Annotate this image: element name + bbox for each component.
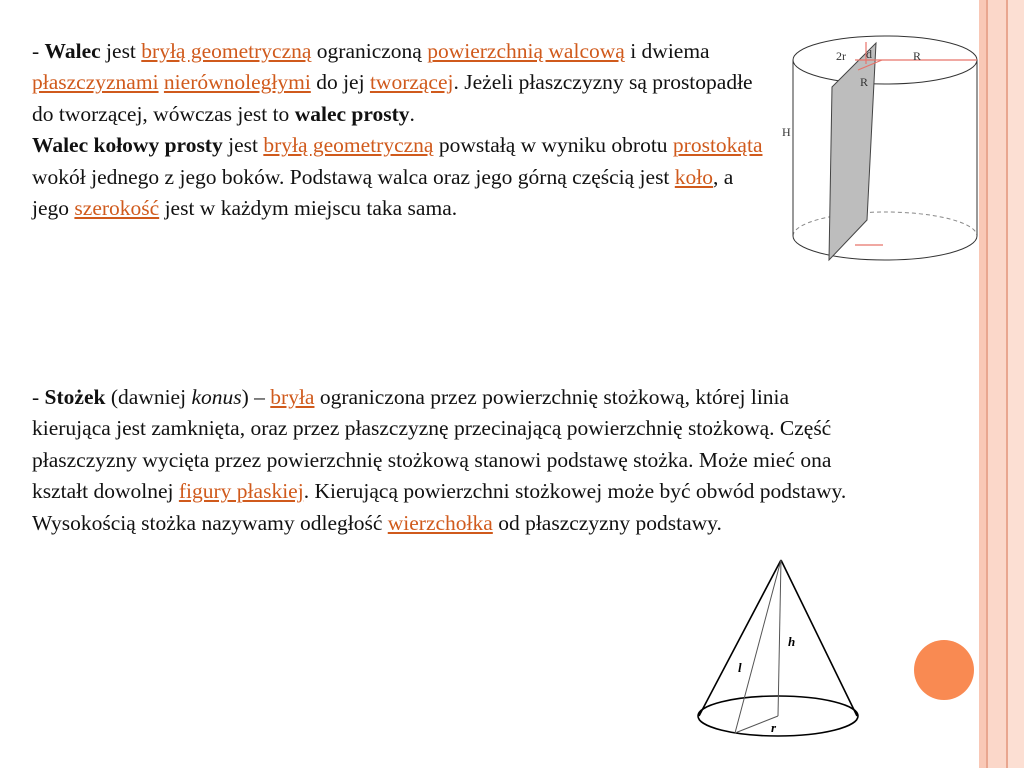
decor-stripe bbox=[979, 0, 986, 768]
label-l: l bbox=[738, 660, 742, 675]
text: ograniczoną bbox=[311, 39, 428, 63]
cylinder-section-plane bbox=[829, 43, 876, 260]
label-R-top: R bbox=[913, 49, 922, 63]
cone-height-line bbox=[778, 560, 781, 716]
cylinder-diagram bbox=[778, 32, 978, 284]
label-h: h bbox=[788, 634, 796, 649]
link-bryla[interactable]: bryła bbox=[270, 385, 315, 409]
cylinder-bottom-back bbox=[793, 212, 977, 236]
text: - bbox=[32, 385, 45, 409]
link-kolo[interactable]: koło bbox=[674, 164, 714, 189]
label-2r: 2r bbox=[836, 49, 846, 63]
link-nierownoleglymi[interactable]: nierównoległymi bbox=[163, 70, 311, 95]
link-plaszczyznami[interactable]: płaszczyznami bbox=[32, 70, 159, 95]
text: (dawniej bbox=[105, 385, 192, 409]
term-konus: konus bbox=[191, 385, 242, 409]
text: . Jeżeli płaszczyzny są prostopadłe do tworzącej, wówczas jest to bbox=[32, 70, 753, 126]
label-H: H bbox=[782, 125, 791, 139]
text: ograniczona przez powierzchnię stożkową, której linia kierująca jest zamknięta, oraz przez płaszczyznę przecinającą powierzchnię stożkową. Część płaszczyzny wycięta przez powierzchnię stożkową stanowi podstawę stożka. Może mieć ona kształt dowolnej bbox=[32, 385, 832, 504]
link-bryla-geometryczna[interactable]: bryłą geometryczną bbox=[263, 133, 434, 158]
cone-slant-line bbox=[735, 560, 781, 733]
link-szerokosc[interactable]: szerokość bbox=[74, 196, 160, 221]
text: . Kierującą powierzchni stożkowej może być obwód podstawy. Wysokością stożka nazywamy odległość bbox=[32, 479, 847, 535]
link-powierzchnia-walcowa[interactable]: powierzchnią walcową bbox=[427, 39, 625, 63]
link-tworzacej[interactable]: tworzącej bbox=[369, 70, 454, 95]
link-prostokata[interactable]: prostokąta bbox=[672, 133, 763, 158]
text: jest w każdym miejscu taka sama. bbox=[159, 196, 458, 221]
cone-paragraph bbox=[32, 382, 852, 539]
link-figury-plaskiej[interactable]: figury płaskiej bbox=[178, 479, 304, 504]
text: jest bbox=[222, 133, 264, 158]
text: i dwiema bbox=[624, 39, 710, 63]
text: od płaszczyzny podstawy. bbox=[492, 510, 722, 535]
term-walec-prosty: walec prosty bbox=[294, 101, 410, 126]
term-walec-kolowy-prosty: Walec kołowy prosty bbox=[32, 133, 223, 158]
text: jest bbox=[100, 39, 142, 63]
text: , a jego bbox=[32, 164, 734, 221]
label-d: d bbox=[866, 47, 872, 61]
decor-stripe bbox=[988, 0, 1006, 768]
text: ) – bbox=[241, 385, 271, 409]
label-r: r bbox=[771, 720, 777, 735]
link-wierzcholka[interactable]: wierzchołka bbox=[387, 510, 493, 535]
term-stozek: Stożek bbox=[44, 385, 106, 409]
text: powstałą w wyniku obrotu bbox=[433, 133, 673, 158]
cylinder-bottom-front bbox=[793, 236, 977, 260]
decor-stripe bbox=[1008, 0, 1024, 768]
cone-diagram bbox=[694, 554, 864, 744]
term-walec: Walec bbox=[44, 39, 101, 63]
label-R-small: R bbox=[860, 75, 869, 89]
text: do jej bbox=[310, 70, 370, 95]
text: . bbox=[409, 101, 415, 126]
text: wokół jednego z jego boków. Podstawą walca oraz jego górną częścią jest bbox=[32, 164, 675, 189]
link-bryla-geometryczna[interactable]: bryłą geometryczną bbox=[141, 39, 312, 63]
cone-left-edge bbox=[699, 560, 781, 716]
decor-circle bbox=[914, 640, 974, 700]
text: - bbox=[32, 39, 45, 63]
cylinder-paragraph bbox=[32, 36, 772, 224]
